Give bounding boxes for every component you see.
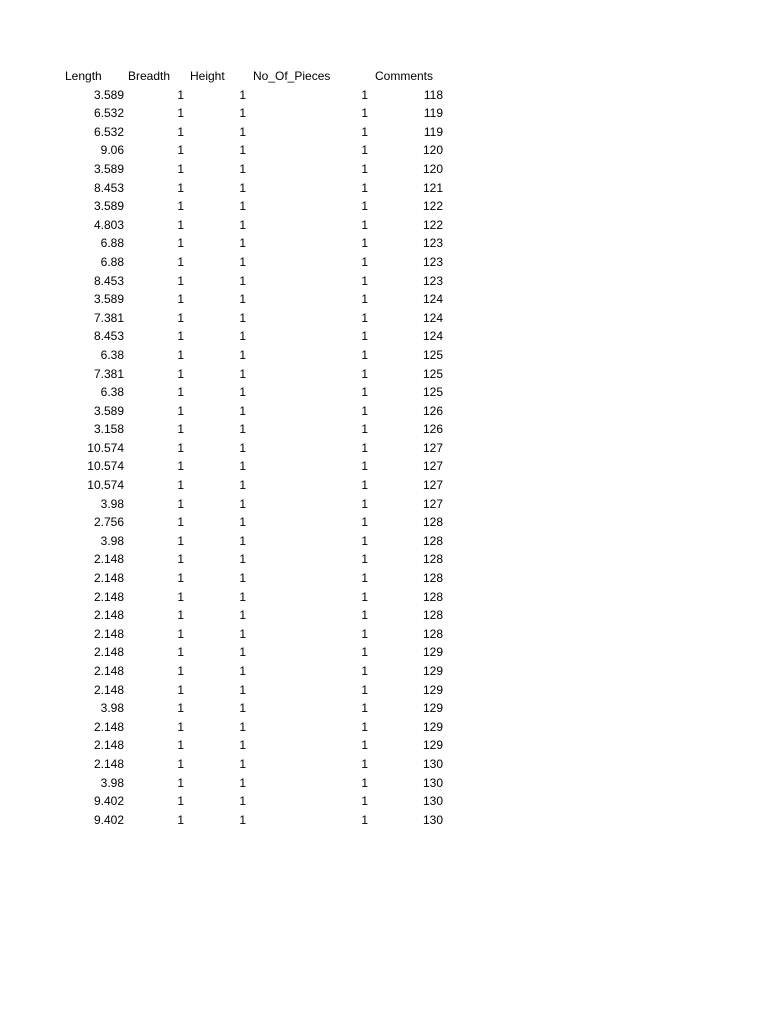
cell-comments: 125: [422, 347, 443, 362]
cell-breadth: 1: [177, 533, 184, 548]
cell-no-of-pieces: 1: [361, 552, 368, 567]
table-row: [0, 86, 445, 105]
cell-length: 2.148: [93, 626, 124, 641]
cell-breadth: 1: [177, 459, 184, 474]
cell-length: 2.148: [93, 719, 124, 734]
table-row: [0, 253, 445, 272]
cell-height: 1: [239, 459, 246, 474]
table-row: [0, 736, 445, 755]
cell-breadth: 1: [177, 626, 184, 641]
table-row: [0, 383, 445, 402]
cell-breadth: 1: [177, 403, 184, 418]
cell-no-of-pieces: 1: [361, 719, 368, 734]
cell-no-of-pieces: 1: [361, 236, 368, 251]
cell-breadth: 1: [177, 199, 184, 214]
cell-length: 3.589: [93, 403, 124, 418]
spreadsheet-page: [0, 67, 445, 829]
table-row: [0, 588, 445, 607]
cell-height: 1: [239, 403, 246, 418]
cell-breadth: 1: [177, 161, 184, 176]
cell-length: 2.756: [93, 515, 124, 530]
cell-breadth: 1: [177, 608, 184, 623]
cell-height: 1: [239, 422, 246, 437]
cell-height: 1: [239, 292, 246, 307]
cell-height: 1: [239, 106, 246, 121]
cell-comments: 126: [422, 422, 443, 437]
cell-breadth: 1: [177, 273, 184, 288]
cell-height: 1: [239, 515, 246, 530]
table-row: [0, 662, 445, 681]
table-row: [0, 550, 445, 569]
cell-comments: 129: [422, 664, 443, 678]
cell-height: 1: [239, 87, 246, 102]
cell-height: 1: [239, 478, 246, 493]
cell-no-of-pieces: 1: [361, 664, 368, 678]
table-row: [0, 569, 445, 588]
cell-comments: 128: [422, 533, 443, 548]
table-row: [0, 513, 445, 532]
cell-length: 3.589: [93, 199, 124, 214]
cell-no-of-pieces: 1: [361, 794, 368, 809]
table-row: [0, 216, 445, 235]
cell-no-of-pieces: 1: [361, 812, 368, 827]
cell-height: 1: [239, 217, 246, 232]
cell-no-of-pieces: 1: [361, 403, 368, 418]
table-row: [0, 234, 445, 253]
cell-no-of-pieces: 1: [361, 124, 368, 139]
table-row: [0, 365, 445, 384]
cell-height: 1: [239, 385, 246, 400]
cell-no-of-pieces: 1: [361, 589, 368, 604]
cell-length: 7.381: [93, 310, 124, 325]
cell-length: 9.402: [93, 812, 124, 827]
cell-length: 10.574: [87, 440, 124, 455]
cell-no-of-pieces: 1: [361, 422, 368, 437]
cell-comments: 127: [422, 478, 443, 493]
cell-length: 9.06: [100, 143, 124, 158]
table-row: [0, 179, 445, 198]
cell-height: 1: [239, 254, 246, 269]
cell-comments: 125: [422, 385, 443, 400]
cell-no-of-pieces: 1: [361, 682, 368, 697]
table-row: [0, 699, 445, 718]
cell-height: 1: [239, 701, 246, 716]
table-row: [0, 476, 445, 495]
cell-length: 2.148: [93, 645, 124, 660]
cell-no-of-pieces: 1: [361, 366, 368, 381]
cell-height: 1: [239, 589, 246, 604]
cell-no-of-pieces: 1: [361, 199, 368, 214]
cell-length: 2.148: [93, 756, 124, 771]
table-row: [0, 439, 445, 458]
table-row: [0, 681, 445, 700]
table-row: [0, 272, 445, 291]
cell-length: 8.453: [93, 273, 124, 288]
cell-no-of-pieces: 1: [361, 459, 368, 474]
table-row: [0, 792, 445, 811]
cell-height: 1: [239, 794, 246, 809]
cell-breadth: 1: [177, 366, 184, 381]
table-row: [0, 755, 445, 774]
cell-comments: 129: [422, 682, 443, 697]
table-row: [0, 420, 445, 439]
cell-breadth: 1: [177, 236, 184, 251]
cell-no-of-pieces: 1: [361, 254, 368, 269]
table-row: [0, 457, 445, 476]
cell-breadth: 1: [177, 254, 184, 269]
table-row: [0, 495, 445, 514]
cell-breadth: 1: [177, 385, 184, 400]
cell-length: 3.158: [93, 422, 124, 437]
cell-comments: 120: [422, 143, 443, 158]
cell-length: 7.381: [93, 366, 124, 381]
cell-comments: 127: [422, 440, 443, 455]
cell-no-of-pieces: 1: [361, 496, 368, 511]
cell-breadth: 1: [177, 180, 184, 195]
cell-comments: 130: [422, 756, 443, 771]
cell-height: 1: [239, 645, 246, 660]
cell-breadth: 1: [177, 682, 184, 697]
cell-length: 2.148: [93, 589, 124, 604]
cell-no-of-pieces: 1: [361, 310, 368, 325]
table-row: [0, 346, 445, 365]
cell-breadth: 1: [177, 775, 184, 790]
cell-breadth: 1: [177, 719, 184, 734]
cell-breadth: 1: [177, 701, 184, 716]
cell-comments: 129: [422, 738, 443, 753]
cell-no-of-pieces: 1: [361, 515, 368, 530]
cell-height: 1: [239, 273, 246, 288]
cell-breadth: 1: [177, 552, 184, 567]
cell-breadth: 1: [177, 738, 184, 753]
cell-height: 1: [239, 496, 246, 511]
column-header-length: Length: [65, 69, 102, 83]
cell-breadth: 1: [177, 87, 184, 102]
table-row: [0, 309, 445, 328]
cell-comments: 122: [422, 217, 443, 232]
cell-length: 6.88: [100, 236, 124, 251]
table-row: [0, 625, 445, 644]
cell-breadth: 1: [177, 440, 184, 455]
cell-comments: 118: [423, 87, 443, 102]
cell-length: 3.589: [93, 87, 124, 102]
cell-height: 1: [239, 812, 246, 827]
cell-comments: 123: [422, 273, 443, 288]
cell-no-of-pieces: 1: [361, 440, 368, 455]
cell-comments: 128: [422, 552, 443, 567]
cell-breadth: 1: [177, 329, 184, 344]
cell-no-of-pieces: 1: [361, 106, 368, 121]
cell-height: 1: [239, 180, 246, 195]
table-row: [0, 532, 445, 551]
cell-comments: 126: [422, 403, 443, 418]
cell-height: 1: [239, 533, 246, 548]
cell-breadth: 1: [177, 422, 184, 437]
cell-breadth: 1: [177, 756, 184, 771]
cell-length: 3.98: [100, 496, 124, 511]
cell-no-of-pieces: 1: [361, 756, 368, 771]
cell-no-of-pieces: 1: [361, 738, 368, 753]
cell-comments: 127: [422, 496, 443, 511]
table-row: [0, 327, 445, 346]
cell-breadth: 1: [177, 292, 184, 307]
cell-length: 6.38: [100, 385, 124, 400]
cell-no-of-pieces: 1: [361, 87, 368, 102]
cell-length: 3.98: [100, 775, 124, 790]
cell-no-of-pieces: 1: [361, 180, 368, 195]
table-row: [0, 160, 445, 179]
table-row: [0, 123, 445, 142]
cell-length: 9.402: [93, 794, 124, 809]
cell-comments: 124: [422, 310, 443, 325]
cell-height: 1: [239, 664, 246, 678]
cell-length: 6.38: [100, 347, 124, 362]
cell-height: 1: [239, 608, 246, 623]
cell-comments: 128: [422, 626, 443, 641]
cell-length: 10.574: [87, 478, 124, 493]
cell-length: 10.574: [87, 459, 124, 474]
cell-comments: 127: [422, 459, 443, 474]
cell-no-of-pieces: 1: [361, 533, 368, 548]
cell-no-of-pieces: 1: [361, 217, 368, 232]
cell-comments: 129: [422, 701, 443, 716]
cell-height: 1: [239, 775, 246, 790]
cell-height: 1: [239, 719, 246, 734]
cell-comments: 124: [422, 329, 443, 344]
cell-length: 2.148: [93, 664, 124, 678]
cell-length: 3.589: [93, 292, 124, 307]
cell-comments: 130: [422, 775, 443, 790]
cell-breadth: 1: [177, 794, 184, 809]
cell-height: 1: [239, 161, 246, 176]
column-header-comments: Comments: [375, 69, 434, 83]
cell-length: 6.532: [93, 124, 124, 139]
cell-comments: 124: [422, 292, 443, 307]
cell-length: 4.803: [93, 217, 124, 232]
cell-height: 1: [239, 440, 246, 455]
cell-length: 2.148: [93, 552, 124, 567]
cell-length: 6.88: [100, 254, 124, 269]
cell-no-of-pieces: 1: [361, 347, 368, 362]
cell-length: 8.453: [93, 329, 124, 344]
cell-length: 6.532: [93, 106, 124, 121]
cell-comments: 120: [422, 161, 443, 176]
table-row: [0, 718, 445, 737]
table-row: [0, 141, 445, 160]
cell-breadth: 1: [177, 124, 184, 139]
cell-comments: 129: [422, 645, 443, 660]
cell-breadth: 1: [177, 664, 184, 678]
table-row: [0, 643, 445, 662]
table-row: [0, 197, 445, 216]
cell-breadth: 1: [177, 515, 184, 530]
cell-length: 3.98: [100, 701, 124, 716]
table-row: [0, 290, 445, 309]
cell-height: 1: [239, 329, 246, 344]
cell-length: 2.148: [93, 608, 124, 623]
cell-comments: 122: [422, 199, 443, 214]
cell-no-of-pieces: 1: [361, 775, 368, 790]
table-row: [0, 774, 445, 793]
cell-height: 1: [239, 143, 246, 158]
cell-comments: 128: [422, 571, 443, 586]
cell-comments: 130: [422, 794, 443, 809]
cell-comments: 119: [423, 106, 443, 121]
cell-no-of-pieces: 1: [361, 478, 368, 493]
cell-length: 8.453: [93, 180, 124, 195]
cell-height: 1: [239, 571, 246, 586]
table-body: [0, 86, 445, 830]
column-header-no-of-pieces: No_Of_Pieces: [253, 69, 331, 83]
column-header-height: Height: [190, 69, 225, 83]
cell-comments: 123: [422, 236, 443, 251]
cell-no-of-pieces: 1: [361, 143, 368, 158]
cell-height: 1: [239, 199, 246, 214]
column-header-breadth: Breadth: [128, 69, 171, 83]
cell-no-of-pieces: 1: [361, 645, 368, 660]
cell-height: 1: [239, 552, 246, 567]
cell-no-of-pieces: 1: [361, 273, 368, 288]
cell-comments: 119: [423, 124, 443, 139]
cell-no-of-pieces: 1: [361, 608, 368, 623]
cell-height: 1: [239, 756, 246, 771]
table-row: [0, 104, 445, 123]
cell-height: 1: [239, 310, 246, 325]
cell-breadth: 1: [177, 571, 184, 586]
cell-comments: 125: [422, 366, 443, 381]
cell-no-of-pieces: 1: [361, 292, 368, 307]
cell-comments: 123: [422, 254, 443, 269]
table-row: [0, 811, 445, 830]
cell-length: 3.98: [100, 533, 124, 548]
cell-length: 2.148: [93, 738, 124, 753]
cell-length: 2.148: [93, 571, 124, 586]
cell-no-of-pieces: 1: [361, 701, 368, 716]
cell-breadth: 1: [177, 217, 184, 232]
cell-breadth: 1: [177, 106, 184, 121]
cell-height: 1: [239, 347, 246, 362]
table-row: [0, 402, 445, 421]
cell-comments: 121: [422, 180, 443, 195]
cell-no-of-pieces: 1: [361, 161, 368, 176]
header-row: [0, 67, 445, 86]
cell-no-of-pieces: 1: [361, 385, 368, 400]
cell-breadth: 1: [177, 347, 184, 362]
cell-breadth: 1: [177, 143, 184, 158]
cell-comments: 128: [422, 608, 443, 623]
cell-breadth: 1: [177, 812, 184, 827]
cell-comments: 128: [422, 515, 443, 530]
cell-height: 1: [239, 124, 246, 139]
cell-breadth: 1: [177, 496, 184, 511]
cell-comments: 128: [422, 589, 443, 604]
cell-height: 1: [239, 738, 246, 753]
cell-length: 2.148: [93, 682, 124, 697]
cell-height: 1: [239, 236, 246, 251]
cell-no-of-pieces: 1: [361, 571, 368, 586]
cell-breadth: 1: [177, 310, 184, 325]
cell-no-of-pieces: 1: [361, 329, 368, 344]
cell-height: 1: [239, 626, 246, 641]
table-row: [0, 606, 445, 625]
cell-comments: 129: [422, 719, 443, 734]
cell-breadth: 1: [177, 589, 184, 604]
cell-breadth: 1: [177, 645, 184, 660]
cell-height: 1: [239, 682, 246, 697]
cell-no-of-pieces: 1: [361, 626, 368, 641]
data-table: [0, 67, 445, 829]
cell-length: 3.589: [93, 161, 124, 176]
cell-comments: 130: [422, 812, 443, 827]
cell-height: 1: [239, 366, 246, 381]
cell-breadth: 1: [177, 478, 184, 493]
